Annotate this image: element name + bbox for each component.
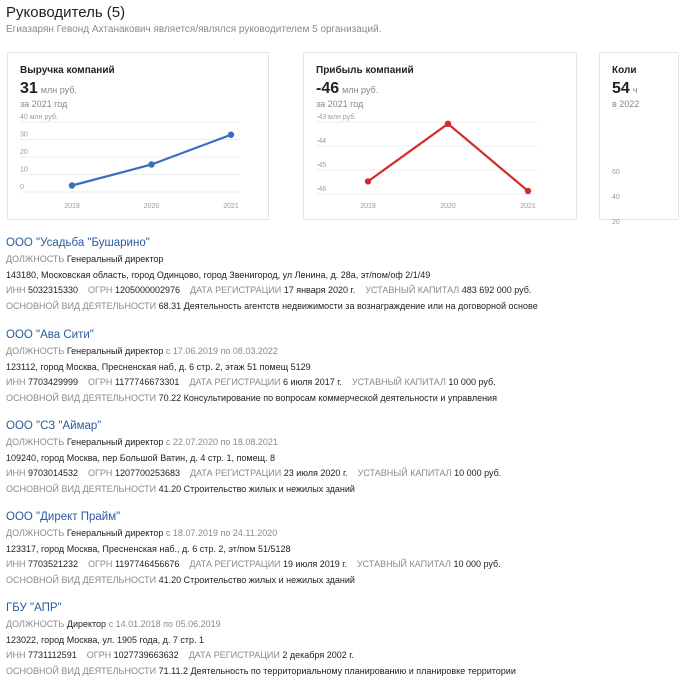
position-row [6,252,636,268]
ids-row [6,283,636,299]
inn-label: ИНН [6,468,26,478]
activity-row [6,664,636,680]
capital-value: 10 000 руб. [453,559,501,569]
position-label: ДОЛЖНОСТЬ [6,346,65,356]
from-date: 18.07.2019 [172,528,218,538]
ogrn-label: ОГРН [88,285,113,295]
chart-ytick: 10 [20,166,28,174]
chart-axis-unit: 40 млн руб. [20,114,58,121]
ogrn-label: ОГРН [88,377,113,387]
from-date: 14.01.2018 [115,619,161,629]
profit-card-title: Прибыль компаний [316,65,414,76]
inn-value: 5032315330 [27,285,79,295]
to-label: по [163,619,174,629]
reg-date-label: ДАТА РЕГИСТРАЦИИ [188,650,280,660]
position-label: ДОЛЖНОСТЬ [6,437,65,447]
position-row [6,526,636,542]
reg-date-value: 23 июля 2020 г. [283,468,348,478]
capital-value: 10 000 руб. [448,377,496,387]
ids-row [6,557,636,573]
organization-entry [6,419,636,497]
reg-date-label: ДАТА РЕГИСТРАЦИИ [190,468,282,478]
reg-date-value: 19 июля 2019 г. [283,559,347,569]
chart-series-line [72,135,231,186]
reg-date-label: ДАТА РЕГИСТРАЦИИ [189,377,281,387]
inn-label: ИНН [6,285,26,295]
activity-label: ОСНОВНОЙ ВИД ДЕЯТЕЛЬНОСТИ [6,300,157,311]
revenue-year: за 2021 год [20,99,68,109]
organization-name-link[interactable]: ООО "СЗ "Аймар" [6,420,102,432]
inn-value: 7703429999 [27,377,79,387]
ogrn-value: 1177746673301 [114,377,180,387]
ids-row [6,466,636,482]
profit-chart [304,53,578,221]
inn-label: ИНН [6,559,26,569]
page-title: Руководитель (5) [6,4,126,21]
activity-label: ОСНОВНОЙ ВИД ДЕЯТЕЛЬНОСТИ [6,392,157,403]
position-label: ДОЛЖНОСТЬ [6,528,65,538]
inn-value: 7703521232 [27,559,79,569]
profit-card [303,52,577,220]
activity-row [6,391,636,407]
organization-entry [6,328,636,406]
chart-point [228,132,234,138]
address-row: 123112, город Москва, Пресненская наб, д. 6 стр. 2, этаж 51 помещ 5129 [6,361,311,372]
organization-name-link[interactable]: ООО "Усадьба "Бушарино" [6,237,150,249]
chart-series-line [368,124,528,191]
activity-value: 71.11.2 Деятельность по территориальному планированию и планировке территории [158,665,516,676]
organization-name-link[interactable]: ООО "Ава Сити" [6,329,94,341]
chart-xtick: 2020 [143,203,160,210]
count-value: 54 [612,80,630,97]
organization-entry [6,510,636,588]
ids-row [6,648,636,664]
from-label: с [165,346,171,356]
from-label: с [165,437,171,447]
chart-xtick: 2021 [520,203,536,210]
to-date: 18.08.2021 [232,437,278,447]
activity-value: 41.20 Строительство жилых и нежилых зданий [158,574,355,585]
chart-point [525,188,531,194]
position-value: Генеральный директор [66,528,164,538]
revenue-chart [8,53,270,221]
to-label: по [220,437,231,447]
inn-value: 9703014532 [27,468,79,478]
activity-row [6,299,636,315]
chart-xtick: 2020 [440,203,456,210]
to-label: по [220,346,231,356]
address-row: 123022, город Москва, ул. 1905 года, д. 7 стр. 1 [6,634,205,645]
address-row: 143180, Московская область, город Одинцово, город Звенигород, ул Ленина, д. 28а, эт/пом/оф 2/1/49 [6,269,431,280]
chart-point [445,121,451,127]
capital-value: 483 692 000 руб. [461,285,532,295]
chart-ytick: 20 [20,149,28,156]
chart-xtick: 2021 [223,203,239,210]
reg-date-value: 6 июля 2017 г. [283,377,342,387]
organization-entry [6,236,636,314]
activity-row [6,482,636,498]
capital-label: УСТАВНЫЙ КАПИТАЛ [356,559,451,569]
capital-value: 10 000 руб. [454,468,502,478]
profit-value: -46 [316,80,340,97]
ogrn-label: ОГРН [88,559,113,569]
ogrn-label: ОГРН [86,650,112,660]
capital-label: УСТАВНЫЙ КАПИТАЛ [351,377,446,387]
reg-date-label: ДАТА РЕГИСТРАЦИИ [189,559,281,569]
capital-label: УСТАВНЫЙ КАПИТАЛ [365,285,460,295]
revenue-unit: млн руб. [40,85,77,95]
chart-point [365,178,371,184]
profit-unit: млн руб. [342,85,379,95]
from-label: с [165,528,171,538]
from-date: 17.06.2019 [172,346,218,356]
position-label: ДОЛЖНОСТЬ [6,254,65,264]
ogrn-value: 1027739663632 [113,650,179,660]
chart-ytick: -44 [316,138,327,145]
count-ytick: 60 [612,169,620,176]
chart-xtick: 2019 [360,203,376,210]
ogrn-value: 1205000002976 [114,285,181,295]
chart-ytick: -45 [316,162,327,169]
inn-label: ИНН [6,650,26,660]
to-label: по [220,528,231,538]
revenue-card [7,52,269,220]
inn-value: 7731112591 [27,650,77,660]
chart-ytick: -46 [316,186,327,193]
position-row [6,617,636,633]
position-value: Генеральный директор [66,254,164,264]
to-date: 24.11.2020 [232,528,278,538]
count-card [599,52,679,226]
from-label: с [108,619,114,629]
position-value: Директор [66,619,107,629]
count-year: в 2022 [612,99,640,109]
activity-value: 70.22 Консультирование по вопросам коммерческой деятельности и управления [158,392,497,403]
organization-name-link[interactable]: ГБУ "АПР" [6,602,62,614]
revenue-card-title: Выручка компаний [20,65,115,76]
page-subtitle: Егиазарян Гевонд Ахтанакович является/являлся руководителем 5 организаций. [6,24,382,35]
to-date: 08.03.2022 [232,346,278,356]
activity-label: ОСНОВНОЙ ВИД ДЕЯТЕЛЬНОСТИ [6,574,157,585]
reg-date-label: ДАТА РЕГИСТРАЦИИ [190,285,282,295]
position-row [6,435,636,451]
count-chart [600,53,680,226]
count-unit: ч [632,85,638,95]
chart-point [148,161,154,167]
address-row: 123317, город Москва, Пресненская наб., д. 6 стр. 2, эт/пом 51/5128 [6,543,291,554]
count-ytick: 40 [612,194,620,201]
profit-year: за 2021 год [316,99,364,109]
capital-label: УСТАВНЫЙ КАПИТАЛ [357,468,452,478]
ogrn-label: ОГРН [88,468,113,478]
activity-value: 68.31 Деятельность агентств недвижимости за вознаграждение или на договорной основе [158,300,538,311]
position-value: Генеральный директор [66,346,164,356]
organization-entry [6,601,636,679]
activity-label: ОСНОВНОЙ ВИД ДЕЯТЕЛЬНОСТИ [6,665,157,676]
chart-ytick: 0 [20,184,24,191]
address-row: 109240, город Москва, пер Большой Ватин, д. 4 стр. 1, помещ. 8 [6,452,276,463]
count-card-title: Коли [612,65,637,76]
position-label: ДОЛЖНОСТЬ [6,619,65,629]
chart-ytick: 30 [20,131,28,139]
reg-date-value: 2 декабря 2002 г. [282,650,354,660]
activity-label: ОСНОВНОЙ ВИД ДЕЯТЕЛЬНОСТИ [6,483,157,494]
ids-row [6,375,636,391]
count-ytick: 20 [612,219,620,226]
position-value: Генеральный директор [66,437,164,447]
activity-row [6,573,636,589]
reg-date-value: 17 января 2020 г. [283,285,356,295]
organization-name-link[interactable]: ООО "Директ Прайм" [6,511,121,523]
position-row [6,344,636,360]
inn-label: ИНН [6,377,26,387]
chart-point [69,182,75,188]
chart-axis-unit: -43 млн руб. [316,114,357,121]
to-date: 05.06.2019 [175,619,221,629]
ogrn-value: 1207700253683 [114,468,181,478]
from-date: 22.07.2020 [172,437,218,447]
activity-value: 41.20 Строительство жилых и нежилых зданий [158,483,355,494]
ogrn-value: 1197746456676 [114,559,180,569]
chart-xtick: 2019 [64,203,80,210]
revenue-value: 31 [20,80,38,97]
